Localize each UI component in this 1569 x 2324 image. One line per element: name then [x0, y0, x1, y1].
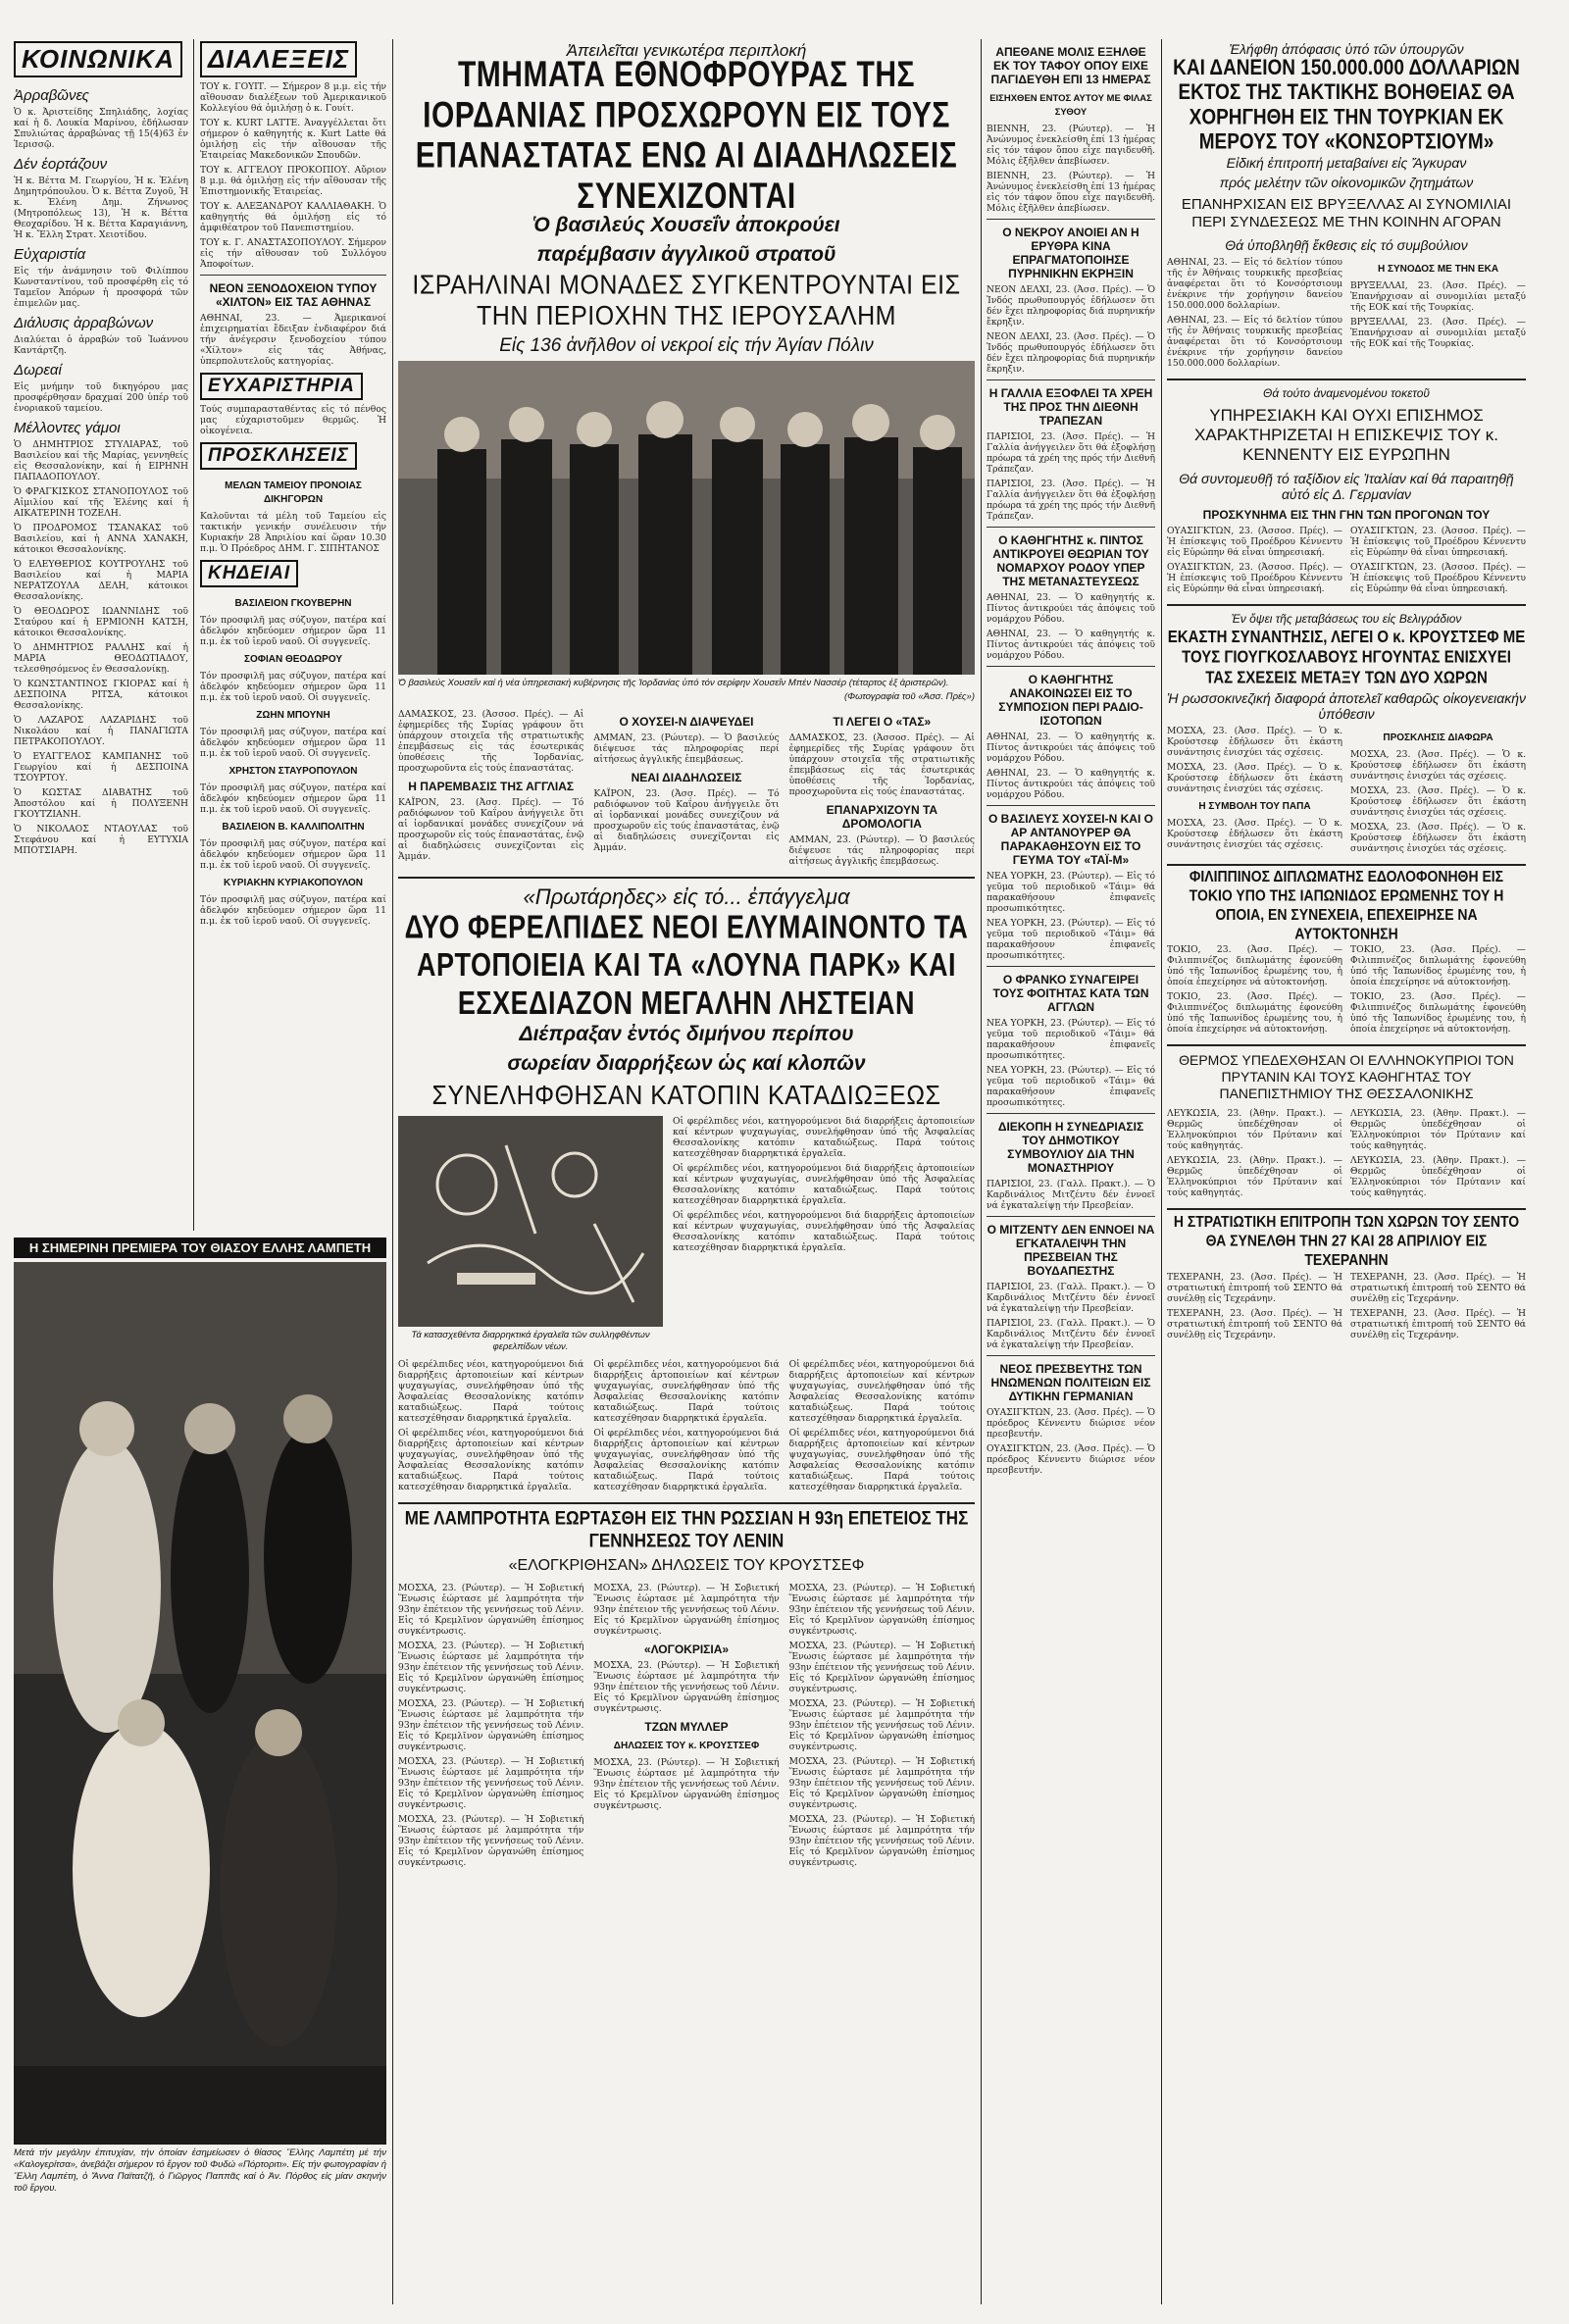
tokyo-body: ΤΟΚΙΟ, 23. (Ἀσσ. Πρές). — Φιλιππινέζος διπλωμάτης ἐφονεύθη ὑπό τῆς Ἰαπωνίδος ἐρωμένης του, ἡ ὁποία ἐπεχείρησε νά αὐτοκτονήσῃ.: [1350, 991, 1526, 1035]
eca-subhead: Η ΣΥΝΟΔΟΣ ΜΕ ΤΗΝ ΕΚΑ: [1377, 264, 1499, 275]
lecture-text: ΤΟΥ κ. Γ. ΑΝΑΣΤΑΣΟΠΟΥΛΟΥ. Σήμερον εἰς τήν αἴθουσαν τοῦ Συλλόγου Ἀποφοίτων.: [200, 237, 386, 270]
lead-headline-2: ΙΣΡΑΗΛΙΝΑΙ ΜΟΝΑΔΕΣ ΣΥΓΚΕΝΤΡΟΥΝΤΑΙ ΕΙΣ ΤΗΝ ΠΕΡΙΟΧΗΝ ΤΗΣ ΙΕΡΟΥΣΑΛΗΜ: [412, 270, 961, 331]
wedding-item: Ὁ ΔΗΜΗΤΡΙΟΣ ΡΑΛΛΗΣ καί ἡ ΜΑΡΙΑ ΘΕΟΔΩΤΙΑΔΟΥ, τελεσθησόμενος ἐν Θεσσαλονίκῃ.: [14, 642, 188, 675]
funeral-text: Τόν προσφιλῆ μας σύζυγον, πατέρα καί ἀδελφόν κηδεύομεν σήμερον ὥρα 11 π.μ. ἐκ τοῦ ἱεροῦ ναοῦ. Οἱ συγγενεῖς.: [200, 727, 386, 759]
social-section-title: ΚΟΙΝΩΝΙΚΑ: [14, 41, 182, 77]
lectures-column: [200, 39, 386, 1231]
news-headline: Ο ΦΡΑΝΚΟ ΣΥΝΑΓΕΙΡΕΙ ΤΟΥΣ ΦΟΙΤΗΤΑΣ ΚΑΤΑ ΤΩΝ ΑΓΓΛΩΝ: [992, 973, 1149, 1014]
wedding-item: Ὁ ΝΙΚΟΛΑΟΣ ΝΤΑΟΥΛΑΣ τοῦ Στεφάνου καί ἡ ΕΥΤΥΧΙΑ ΜΠΟΤΣΙΑΡΗ.: [14, 824, 188, 856]
khrushchev-note: Ἐν ὄψει τῆς μεταβάσεως του εἰς Βελιγράδιον: [1231, 612, 1462, 626]
news-text: ΑΘΗΝΑΙ, 23. — Ὁ καθηγητής κ. Πίντος ἀντικρούει τάς ἀπόψεις τοῦ νομάρχου Ρόδου.: [987, 592, 1155, 625]
donations-subhead: Δωρεαί: [14, 362, 62, 379]
khrushchev-deck: Ἡ ρωσσοκινεζική διαφορά ἀποτελεῖ καθαρῶς οἰκογενειακήν ὑπόθεσιν: [1167, 690, 1526, 722]
lead-photo-credit: (Φωτογραφία τοῦ «Ἀσσ. Πρές»): [843, 691, 975, 702]
news-text: ΠΑΡΙΣΙΟΙ, 23. (Γαλλ. Πρακτ.). — Ὁ Καρδινάλιος Μιτζέντυ δέν ἐννοεῖ νά ἐγκαταλείψῃ τήν Πρεσβείαν.: [987, 1282, 1155, 1314]
lecture-text: ΤΟΥ κ. ΑΛΕΞΑΝΔΡΟΥ ΚΑΛΛΙΑΘΑΚΗ. Ὁ καθηγητής θά ὁμιλήσῃ εἰς τό ἀμφιθέατρον τοῦ Πανεπιστημίου.: [200, 201, 386, 233]
lead-body: ΚΑΪΡΟΝ, 23. (Ἀσσ. Πρές). — Τό ραδιόφωνον τοῦ Καΐρου ἀνήγγειλε ὅτι αἱ ἰορδανικαί μονάδες συνεχίζουν νά προσχωροῦν εἰς τούς ἐπαναστάτας, ἐνῷ αἱ διαδηλώσεις συνεχίζονται εἰς Ἀμμάν.: [593, 788, 780, 853]
kennedy-body: ΟΥΑΣΙΓΚΤΩΝ, 23. (Ἀσσοσ. Πρές). — Ἡ ἐπίσκεψις τοῦ Προέδρου Κέννεντυ εἰς Εὐρώπην θά εἶναι ὑπηρεσιακή.: [1350, 526, 1526, 558]
funeral-name: ΧΡΗΣΤΟΝ ΣΤΑΥΡΟΠΟΥΛΟΝ: [228, 766, 358, 777]
lead-headline: ΤΜΗΜΑΤΑ ΕΘΝΟΦΡΟΥΡΑΣ ΤΗΣ ΙΟΡΔΑΝΙΑΣ ΠΡΟΣΧΩΡΟΥΝ ΕΙΣ ΤΟΥΣ ΕΠΑΝΑΣΤΑΤΑΣ ΕΝΩ ΑΙ ΔΙΑΔΗΛΩΣΕΙΣ ΣΥΝΕΧΙΖΟΝΤΑΙ: [415, 54, 958, 217]
khrushchev-body: ΜΟΣΧΑ, 23. (Ἀσσ. Πρές). — Ὁ κ. Κρούστσεφ ἐδήλωσεν ὅτι ἑκάστη συνάντησις ἐνισχύει τάς σχέσεις.: [1167, 762, 1342, 794]
lenin-body: ΜΟΣΧΑ, 23. (Ρώυτερ). — Ἡ Σοβιετική Ἕνωσις ἑώρτασε μέ λαμπρότητα τήν 93ην ἐπέτειον τῆς γεννήσεως τοῦ Λένιν. Εἰς τό Κρεμλῖνον ὡργανώθη ἐπίσημος συγκέντρωσις.: [398, 1814, 584, 1868]
burglary-tools-image: [398, 1116, 663, 1327]
premiere-caption: Μετά τήν μεγάλην ἐπιτυχίαν, τήν ὁποίαν ἐσημείωσεν ὁ θίασος Ἔλλης Λαμπέτη μέ τήν «Καλογερίτσα», ἀνεβάζει σήμερον τό ἔργον τοῦ Φυδώ «Πόρτοριτι». Εἰς τήν φωτογραφίαν ἡ Ἔλλη Λαμπέτη, ὁ Ἄννα Παϊτατζῆ, ὁ Γιῶργος Παππᾶς καί ὁ Ἀν. Πόρθος εἰς μίαν σκηνήν τοῦ ἔργου.: [14, 2147, 386, 2194]
news-text: ΟΥΑΣΙΓΚΤΩΝ, 23. (Ἀσσ. Πρές). — Ὁ πρόεδρος Κέννεντυ διώρισε νέον πρεσβευτήν.: [987, 1407, 1155, 1440]
tokyo-body: ΤΟΚΙΟ, 23. (Ἀσσ. Πρές). — Φιλιππινέζος διπλωμάτης ἐφονεύθη ὑπό τῆς Ἰαπωνίδος ἐρωμένης του, ἡ ὁποία ἐπεχείρησε νά αὐτοκτονήσῃ.: [1167, 991, 1342, 1035]
news-headline: ΑΠΕΘΑΝΕ ΜΟΛΙΣ ΕΞΗΛΘΕ ΕΚ ΤΟΥ ΤΑΦΟΥ ΟΠΟΥ ΕΙΧΕ ΠΑΓΙΔΕΥΘΗ ΕΠΙ 13 ΗΜΕΡΑΣ: [990, 45, 1151, 86]
crime-body: Οἱ φερέλπιδες νέοι, κατηγορούμενοι διά διαρρήξεις ἀρτοποιείων καί κέντρων ψυχαγωγίας, συνελήφθησαν ὑπό τῆς Ἀσφαλείας Θεσσαλονίκης κατόπιν καταδιώξεως. Παρά τούτοις κατεσχέθησαν διαρρηκτικά ἐργαλεῖα.: [673, 1163, 975, 1206]
donations-text: Εἰς μνήμην τοῦ δικηγόρου μας προσφέρθησαν δραχμαί 200 ὑπέρ τοῦ ἐνοριακοῦ ταμείου.: [14, 381, 188, 414]
lead-body: ΑΜΜΑΝ, 23. (Ρώυτερ). — Ὁ βασιλεύς διέψευσε τάς πληροφορίας περί αἰτήσεως ἀγγλικῆς ἐπεμβάσεως.: [788, 834, 975, 867]
news-headline: Ο ΚΑΘΗΓΗΤΗΣ ΑΝΑΚΟΙΝΩΣΕΙ ΕΙΣ ΤΟ ΣΥΜΠΟΣΙΟΝ ΠΕΡΙ ΡΑΔΙΟ-ΙΣΟΤΟΠΩΝ: [998, 673, 1143, 728]
thanks-subhead: Εὐχαριστία: [14, 246, 86, 263]
news-text: ΑΘΗΝΑΙ, 23. — Ὁ καθηγητής κ. Πίντος ἀντικρούει τάς ἀπόψεις τοῦ νομάρχου Ρόδου.: [987, 629, 1155, 661]
lectures-section-title: ΔΙΑΛΕΞΕΙΣ: [200, 41, 357, 77]
hotel-text: ΑΘΗΝΑΙ, 23. — Ἀμερικανοί ἐπιχειρηματίαι ἔδειξαν ἐνδιαφέρον διά τήν ἀνέγερσιν ξενοδοχείου τύπου «Χίλτον» εἰς τάς Ἀθήνας, ὑπερπολυτελοῦς κατηγορίας.: [200, 313, 386, 367]
lenin-subhead: ΔΗΛΩΣΕΙΣ ΤΟΥ κ. ΚΡΟΥΣΤΣΕΦ: [613, 1741, 760, 1751]
premiere-photo: [14, 1262, 386, 2145]
cyprus-headline: ΘΕΡΜΟΣ ΥΠΕΔΕΧΘΗΣΑΝ ΟΙ ΕΛΛΗΝΟΚΥΠΡΙΟΙ ΤΟΝ ΠΡΥΤΑΝΙΝ ΚΑΙ ΤΟΥΣ ΚΑΘΗΓΗΤΑΣ ΤΟΥ ΠΑΝΕΠΙΣΤΗΜΙΟΥ ΤΗΣ ΘΕΣΣΑΛΟΝΙΚΗΣ: [1179, 1052, 1514, 1101]
funeral-text: Τόν προσφιλῆ μας σύζυγον, πατέρα καί ἀδελφόν κηδεύομεν σήμερον ὥρα 11 π.μ. ἐκ τοῦ ἱεροῦ ναοῦ. Οἱ συγγενεῖς.: [200, 783, 386, 815]
news-headline: Ο ΚΑΘΗΓΗΤΗΣ κ. ΠΙΝΤΟΣ ΑΝΤΙΚΡΟΥΕΙ ΘΕΩΡΙΑΝ ΤΟΥ ΝΟΜΑΡΧΟΥ ΡΟΔΟΥ ΥΠΕΡ ΤΗΣ ΜΕΤΑΝΑΣΤΕΥΣΕΩΣ: [992, 533, 1149, 588]
not-celebrating-subhead: Δέν ἑορτάζουν: [14, 156, 108, 173]
crime-kicker: «Πρωτάρηδες» εἰς τό... ἐπάγγελμα: [523, 884, 850, 909]
lead-deck-3: Εἰς 136 ἀνῆλθον οἱ νεκροί εἰς τήν Ἀγίαν Πόλιν: [499, 335, 874, 356]
lenin-body: ΜΟΣΧΑ, 23. (Ρώυτερ). — Ἡ Σοβιετική Ἕνωσις ἑώρτασε μέ λαμπρότητα τήν 93ην ἐπέτειον τῆς γεννήσεως τοῦ Λένιν. Εἰς τό Κρεμλῖνον ὡργανώθη ἐπίσημος συγκέντρωσις.: [593, 1757, 780, 1811]
tokyo-headline: ΦΙΛΙΠΠΙΝΟΣ ΔΙΠΛΩΜΑΤΗΣ ΕΔΟΛΟΦΟΝΗΘΗ ΕΙΣ ΤΟΚΙΟ ΥΠΟ ΤΗΣ ΙΑΠΩΝΙΔΟΣ ΕΡΩΜΕΝΗΣ ΤΟΥ Η ΟΠΟΙΑ, ΕΝ ΣΥΝΕΧΕΙΑ, ΕΠΕΧΕΙΡΗΣΕ ΝΑ ΑΥΤΟΚΤΟΝΗΣΗ: [1189, 866, 1504, 942]
khrushchev-body: ΜΟΣΧΑ, 23. (Ἀσσ. Πρές). — Ὁ κ. Κρούστσεφ ἐδήλωσεν ὅτι ἑκάστη συνάντησις ἐνισχύει τάς σχέσεις.: [1350, 822, 1526, 854]
news-text: ΝΕΟΝ ΔΕΛΧΙ, 23. (Ἀσσ. Πρές). — Ὁ Ἰνδός πρωθυπουργός ἐδήλωσεν ὅτι δέν ἔχει πληροφορίας διά πυρηνικήν ἔκρηξιν.: [987, 284, 1155, 328]
funeral-name: ΒΑΣΙΛΕΙΟΝ Β. ΚΑΛΛΙΠΟΛΙΤΗΝ: [222, 822, 365, 833]
crime-body: Οἱ φερέλπιδες νέοι, κατηγορούμενοι διά διαρρήξεις ἀρτοποιείων καί κέντρων ψυχαγωγίας, συνελήφθησαν ὑπό τῆς Ἀσφαλείας Θεσσαλονίκης κατόπιν καταδιώξεως. Παρά τούτοις κατεσχέθησαν διαρρηκτικά ἐργαλεῖα.: [788, 1359, 975, 1424]
kennedy-headline: ΥΠΗΡΕΣΙΑΚΗ ΚΑΙ ΟΥΧΙ ΕΠΙΣΗΜΟΣ ΧΑΡΑΚΤΗΡΙΖΕΤΑΙ Η ΕΠΙΣΚΕΨΙΣ ΤΟΥ κ. ΚΕΝΝΕΝΤΥ ΕΙΣ ΕΥΡΩΠΗΝ: [1194, 406, 1498, 464]
news-text: ΟΥΑΣΙΓΚΤΩΝ, 23. (Ἀσσ. Πρές). — Ὁ πρόεδρος Κέννεντυ διώρισε νέον πρεσβευτήν.: [987, 1443, 1155, 1476]
wedding-item: Ὁ ΛΑΖΑΡΟΣ ΛΑΖΑΡΙΔΗΣ τοῦ Νικολάου καί ἡ ΠΑΝΑΓΙΩΤΑ ΠΕΤΡΑΚΟΠΟΥΛΟΥ.: [14, 715, 188, 747]
engagements-text: Ὁ κ. Ἀριστείδης Σπηλιάδης, λοχίας καί ἡ δ. Λουκία Μαρίνου, ἐδήλωσαν Σπυλιώτας ἀρραβώνας τῇ 15(4)63 ἐν Ἱερισσῷ.: [14, 107, 188, 150]
funeral-name: ΖΩΗΝ ΜΠΟΥΝΗ: [256, 710, 330, 721]
news-text: ΝΕΑ ΥΟΡΚΗ, 23. (Ρώυτερ). — Εἰς τό γεῦμα τοῦ περιοδικοῦ «Τάιμ» θά παρακαθήσουν ἐπιφανεῖς προσωπικότητες.: [987, 1018, 1155, 1061]
kennedy-body: ΟΥΑΣΙΓΚΤΩΝ, 23. (Ἀσσοσ. Πρές). — Ἡ ἐπίσκεψις τοῦ Προέδρου Κέννεντυ εἰς Εὐρώπην θά εἶναι ὑπηρεσιακή.: [1350, 562, 1526, 594]
crime-body: Οἱ φερέλπιδες νέοι, κατηγορούμενοι διά διαρρήξεις ἀρτοποιείων καί κέντρων ψυχαγωγίας, συνελήφθησαν ὑπό τῆς Ἀσφαλείας Θεσσαλονίκης κατόπιν καταδιώξεως. Παρά τούτοις κατεσχέθησαν διαρρηκτικά ἐργαλεῖα.: [788, 1428, 975, 1492]
premiere-banner: Η ΣΗΜΕΡΙΝΗ ΠΡΕΜΙΕΡΑ ΤΟΥ ΘΙΑΣΟΥ ΕΛΛΗΣ ΛΑΜΠΕΤΗ: [14, 1238, 386, 1258]
news-headline: ΔΙΕΚΟΠΗ Η ΣΥΝΕΔΡΙΑΣΙΣ ΤΟΥ ΔΗΜΟΤΙΚΟΥ ΣΥΜΒΟΥΛΙΟΥ ΔΙΑ ΤΗΝ ΜΟΝΑΣΤΗΡΙΟΥ: [997, 1120, 1144, 1175]
funeral-text: Τόν προσφιλῆ μας σύζυγον, πατέρα καί ἀδελφόν κηδεύομεν σήμερον ὥρα 11 π.μ. ἐκ τοῦ ἱεροῦ ναοῦ. Οἱ συγγενεῖς.: [200, 615, 386, 647]
turkey-kicker: Ἐλήφθη ἀπόφασις ὑπό τῶν ὑπουργῶν: [1229, 41, 1464, 57]
cento-body: ΤΕΧΕΡΑΝΗ, 23. (Ἀσσ. Πρές). — Ἡ στρατιωτική ἐπιτροπή τοῦ ΣΕΝΤΟ θά συνέλθῃ εἰς Τεχεράνην.: [1350, 1308, 1526, 1340]
funeral-text: Τόν προσφιλῆ μας σύζυγον, πατέρα καί ἀδελφόν κηδεύομεν σήμερον ὥρα 11 π.μ. ἐκ τοῦ ἱεροῦ ναοῦ. Οἱ συγγενεῖς.: [200, 894, 386, 927]
brussels-body: ΒΡΥΞΕΛΛΑΙ, 23. (Ἀσσ. Πρές). — Ἐπανήρχισαν αἱ συνομιλίαι μεταξύ τῆς ΕΟΚ καί τῆς Τουρκίας.: [1350, 280, 1526, 313]
cento-body: ΤΕΧΕΡΑΝΗ, 23. (Ἀσσ. Πρές). — Ἡ στρατιωτική ἐπιτροπή τοῦ ΣΕΝΤΟ θά συνέλθῃ εἰς Τεχεράνην.: [1350, 1272, 1526, 1304]
lead-photo: [398, 361, 975, 675]
lead-body: ΑΜΜΑΝ, 23. (Ρώυτερ). — Ὁ βασιλεύς διέψευσε τάς πληροφορίας περί αἰτήσεως ἀγγλικῆς ἐπεμβάσεως.: [593, 733, 780, 765]
crime-body: Οἱ φερέλπιδες νέοι, κατηγορούμενοι διά διαρρήξεις ἀρτοποιείων καί κέντρων ψυχαγωγίας, συνελήφθησαν ὑπό τῆς Ἀσφαλείας Θεσσαλονίκης κατόπιν καταδιώξεως. Παρά τούτοις κατεσχέθησαν διαρρηκτικά ἐργαλεῖα.: [398, 1428, 584, 1492]
lead-subhead: Η ΠΑΡΕΜΒΑΣΙΣ ΤΗΣ ΑΓΓΛΙΑΣ: [408, 780, 575, 793]
invitation-subtitle: ΜΕΛΩΝ ΤΑΜΕΙΟΥ ΠΡΟΝΟΙΑΣ ΔΙΚΗΓΟΡΩΝ: [225, 480, 362, 505]
khrushchev-body: ΜΟΣΧΑ, 23. (Ἀσσ. Πρές). — Ὁ κ. Κρούστσεφ ἐδήλωσεν ὅτι ἑκάστη συνάντησις ἐνισχύει τάς σχέσεις.: [1350, 785, 1526, 818]
news-headline: Ο ΝΕΚΡΟΥ ΑΝΟΙΕΙ ΑΝ Η ΕΡΥΘΡΑ ΚΙΝΑ ΕΠΡΑΓΜΑΤΟΠΟΙΗΣΕ ΠΥΡΗΝΙΚΗΝ ΕΚΡΗΞΙΝ: [1002, 226, 1139, 280]
cabinet-group-image: [398, 361, 975, 675]
news-text: ΠΑΡΙΣΙΟΙ, 23. (Γαλλ. Πρακτ.). — Ὁ Καρδινάλιος Μιτζέντυ δέν ἐννοεῖ νά ἐγκαταλείψῃ τήν Πρεσβείαν.: [987, 1318, 1155, 1350]
funeral-name: ΣΟΦΙΑΝ ΘΕΟΔΩΡΟΥ: [244, 654, 342, 665]
turkey-deck-2: πρός μελέτην τῶν οἰκονομικῶν ζητημάτων: [1219, 175, 1474, 190]
turkey-body: ΑΘΗΝΑΙ, 23. — Εἰς τό δελτίον τύπου τῆς ἐν Ἀθήναις τουρκικῆς πρεσβείας ἀναφέρεται ὅτι τό Κονσόρτσιουμ ἐνέκρινε τήν χορήγησιν δανείου 150.000.000 δολλαρίων.: [1167, 257, 1342, 311]
news-text: ΠΑΡΙΣΙΟΙ, 23. (Ἀσσ. Πρές). — Ἡ Γαλλία ἀνήγγειλεν ὅτι θά ἐξοφλήσῃ πρόωρα τά χρέη της πρός τήν Διεθνῆ Τράπεζαν.: [987, 479, 1155, 522]
lenin-body: ΜΟΣΧΑ, 23. (Ρώυτερ). — Ἡ Σοβιετική Ἕνωσις ἑώρτασε μέ λαμπρότητα τήν 93ην ἐπέτειον τῆς γεννήσεως τοῦ Λένιν. Εἰς τό Κρεμλῖνον ὡργανώθη ἐπίσημος συγκέντρωσις.: [593, 1660, 780, 1714]
funeral-text: Τόν προσφιλῆ μας σύζυγον, πατέρα καί ἀδελφόν κηδεύομεν σήμερον ὥρα 11 π.μ. ἐκ τοῦ ἱεροῦ ναοῦ. Οἱ συγγενεῖς.: [200, 838, 386, 871]
wedding-item: Ὁ ΔΗΜΗΤΡΙΟΣ ΣΤΥΛΙΑΡΑΣ, τοῦ Βασιλείου καί τῆς Μαρίας, γεννηθείς εἰς Θεσσαλονίκην, καί ἡ ΕΙΡΗΝΗ ΠΑΠΑΔΟΠΟΥΛΟΥ.: [14, 439, 188, 482]
lenin-body: ΜΟΣΧΑ, 23. (Ρώυτερ). — Ἡ Σοβιετική Ἕνωσις ἑώρτασε μέ λαμπρότητα τήν 93ην ἐπέτειον τῆς γεννήσεως τοῦ Λένιν. Εἰς τό Κρεμλῖνον ὡργανώθη ἐπίσημος συγκέντρωσις.: [788, 1583, 975, 1637]
lead-photo-caption: Ὁ βασιλεύς Χουσεΐν καί ἡ νέα ὑπηρεσιακή κυβέρνησις τῆς Ἰορδανίας ὑπό τόν σερίφην Χουσεΐν Μπέν Νασσέρ (τέταρτος ἐξ ἀριστερῶν).: [398, 678, 949, 688]
weddings-subhead: Μέλλοντες γάμοι: [14, 420, 121, 436]
khrushchev-headline: ΕΚΑΣΤΗ ΣΥΝΑΝΤΗΣΙΣ, ΛΕΓΕΙ Ο κ. ΚΡΟΥΣΤΣΕΦ ΜΕ ΤΟΥΣ ΓΙΟΥΓΚΟΣΛΑΒΟΥΣ ΗΓΟΥΝΤΑΣ ΕΝΙΣΧΥΕΙ ΤΑΣ ΣΧΕΣΕΙΣ ΜΕΤΑΞΥ ΤΩΝ ΔΥΟ ΧΩΡΩΝ: [1167, 627, 1526, 687]
lenin-body: ΜΟΣΧΑ, 23. (Ρώυτερ). — Ἡ Σοβιετική Ἕνωσις ἑώρτασε μέ λαμπρότητα τήν 93ην ἐπέτειον τῆς γεννήσεως τοῦ Λένιν. Εἰς τό Κρεμλῖνον ὡργανώθη ἐπίσημος συγκέντρωσις.: [398, 1641, 584, 1694]
lecture-text: ΤΟΥ κ. ΓΟΥΙΤ. — Σήμερον 8 μ.μ. εἰς τήν αἴθουσαν διαλέξεων τοῦ Ἀμερικανικοῦ Κολλεγίου θά ὁμιλήσῃ ὁ κ. Γουίτ.: [200, 81, 386, 114]
thanks-text: Εἰς τήν ἀνάμνησιν τοῦ Φιλίππου Κωνσταντίνου, τοῦ προσφέρθη εἰς τό Ταμεῖον Ἀπόρων ἡ προσφορά τῶν ἐπιμελῶν μας.: [14, 266, 188, 309]
news-column: [987, 39, 1155, 2304]
turkey-body: ΑΘΗΝΑΙ, 23. — Εἰς τό δελτίον τύπου τῆς ἐν Ἀθήναις τουρκικῆς πρεσβείας ἀναφέρεται ὅτι τό Κονσόρτσιουμ ἐνέκρινε τήν χορήγησιν δανείου 150.000.000 δολλαρίων.: [1167, 315, 1342, 369]
lenin-body: ΜΟΣΧΑ, 23. (Ρώυτερ). — Ἡ Σοβιετική Ἕνωσις ἑώρτασε μέ λαμπρότητα τήν 93ην ἐπέτειον τῆς γεννήσεως τοῦ Λένιν. Εἰς τό Κρεμλῖνον ὡργανώθη ἐπίσημος συγκέντρωσις.: [593, 1583, 780, 1637]
invitation-subhead: ΠΡΟΣΚΛΗΣΙΣ ΔΙΑΦΩΡΑ: [1383, 733, 1493, 743]
turkey-headline: ΚΑΙ ΔΑΝΕΙΟΝ 150.000.000 ΔΟΛΛΑΡΙΩΝ ΕΚΤΟΣ ΤΗΣ ΤΑΚΤΙΚΗΣ ΒΟΗΘΕΙΑΣ ΘΑ ΧΟΡΗΓΗΘΗ ΕΙΣ ΤΗΝ ΤΟΥΡΚΙΑΝ ΕΚ ΜΕΡΟΥΣ ΤΟΥ «ΚΟΝΣΟΡΤΣΙΟΥΜ»: [1173, 56, 1520, 155]
crime-deck-1: Διέπραξαν ἐντός διμήνου περίπου: [519, 1023, 854, 1045]
crime-deck-2: σωρείαν διαρρήξεων ὡς καί κλοπῶν: [507, 1052, 866, 1075]
invitations-section-title: ΠΡΟΣΚΛΗΣΕΙΣ: [200, 442, 357, 470]
news-text: ΝΕΑ ΥΟΡΚΗ, 23. (Ρώυτερ). — Εἰς τό γεῦμα τοῦ περιοδικοῦ «Τάιμ» θά παρακαθήσουν ἐπιφανεῖς προσωπικότητες.: [987, 871, 1155, 914]
lenin-body: ΜΟΣΧΑ, 23. (Ρώυτερ). — Ἡ Σοβιετική Ἕνωσις ἑώρτασε μέ λαμπρότητα τήν 93ην ἐπέτειον τῆς γεννήσεως τοῦ Λένιν. Εἰς τό Κρεμλῖνον ὡργανώθη ἐπίσημος συγκέντρωσις.: [398, 1698, 584, 1752]
crime-body: Οἱ φερέλπιδες νέοι, κατηγορούμενοι διά διαρρήξεις ἀρτοποιείων καί κέντρων ψυχαγωγίας, συνελήφθησαν ὑπό τῆς Ἀσφαλείας Θεσσαλονίκης κατόπιν καταδιώξεως. Παρά τούτοις κατεσχέθησαν διαρρηκτικά ἐργαλεῖα.: [593, 1359, 780, 1424]
lenin-subheadline: «ΕΛΟΓΚΡΙΘΗΣΑΝ» ΔΗΛΩΣΕΙΣ ΤΟΥ ΚΡΟΥΣΤΣΕΦ: [508, 1557, 865, 1574]
crime-body: Οἱ φερέλπιδες νέοι, κατηγορούμενοι διά διαρρήξεις ἀρτοποιείων καί κέντρων ψυχαγωγίας, συνελήφθησαν ὑπό τῆς Ἀσφαλείας Θεσσαλονίκης κατόπιν καταδιώξεως. Παρά τούτοις κατεσχέθησαν διαρρηκτικά ἐργαλεῖα.: [593, 1428, 780, 1492]
news-subheadline: ΕΙΣΗΧΘΕΝ ΕΝΤΟΣ ΑΥΤΟΥ ΜΕ ΦΙΛΑΣ ΣΥΘΟΥ: [989, 93, 1152, 118]
lead-deck-1: Ὁ βασιλεύς Χουσεΐν ἀποκρούει: [532, 214, 840, 236]
lenin-body: ΜΟΣΧΑ, 23. (Ρώυτερ). — Ἡ Σοβιετική Ἕνωσις ἑώρτασε μέ λαμπρότητα τήν 93ην ἐπέτειον τῆς γεννήσεως τοῦ Λένιν. Εἰς τό Κρεμλῖνον ὡργανώθη ἐπίσημος συγκέντρωσις.: [788, 1814, 975, 1868]
wedding-item: Ὁ ΕΥΑΓΓΕΛΟΣ ΚΑΜΠΑΝΗΣ τοῦ Γεωργίου καί ἡ ΔΕΣΠΟΙΝΑ ΤΣΟΥΡΤΟΥ.: [14, 751, 188, 783]
brussels-body: ΒΡΥΞΕΛΛΑΙ, 23. (Ἀσσ. Πρές). — Ἐπανήρχισαν αἱ συνομιλίαι μεταξύ τῆς ΕΟΚ καί τῆς Τουρκίας.: [1350, 317, 1526, 349]
lenin-body: ΜΟΣΧΑ, 23. (Ρώυτερ). — Ἡ Σοβιετική Ἕνωσις ἑώρτασε μέ λαμπρότητα τήν 93ην ἐπέτειον τῆς γεννήσεως τοῦ Λένιν. Εἰς τό Κρεμλῖνον ὡργανώθη ἐπίσημος συγκέντρωσις.: [788, 1698, 975, 1752]
funeral-text: Τόν προσφιλῆ μας σύζυγον, πατέρα καί ἀδελφόν κηδεύομεν σήμερον ὥρα 11 π.μ. ἐκ τοῦ ἱεροῦ ναοῦ. Οἱ συγγενεῖς.: [200, 671, 386, 703]
kennedy-subhead: ΠΡΟΣΚΥΝΗΜΑ ΕΙΣ ΤΗΝ ΓΗΝ ΤΩΝ ΠΡΟΓΟΝΩΝ ΤΟΥ: [1202, 508, 1491, 522]
lead-body: ΚΑΪΡΟΝ, 23. (Ἀσσ. Πρές). — Τό ραδιόφωνον τοῦ Καΐρου ἀνήγγειλε ὅτι αἱ ἰορδανικαί μονάδες συνεχίζουν νά προσχωροῦν εἰς τούς ἐπαναστάτας, ἐνῷ αἱ διαδηλώσεις συνεχίζονται εἰς Ἀμμάν.: [398, 797, 584, 862]
funerals-section-title: ΚΗΔΕΙΑΙ: [200, 560, 298, 587]
cento-headline: Η ΣΤΡΑΤΙΩΤΙΚΗ ΕΠΙΤΡΟΠΗ ΤΩΝ ΧΩΡΩΝ ΤΟΥ ΣΕΝΤΟ ΘΑ ΣΥΝΕΛΘΗ ΤΗΝ 27 ΚΑΙ 28 ΑΠΡΙΛΙΟΥ ΕΙΣ ΤΕΧΕΡΑΝΗΝ: [1173, 1212, 1520, 1269]
lecture-text: ΤΟΥ κ. ΑΓΓΕΛΟΥ ΠΡΟΚΟΠΙΟΥ. Αὔριον 8 μ.μ. θά ὁμιλήσῃ εἰς τήν αἴθουσαν τῆς Ἐπιστημονικῆς Ἑταιρείας.: [200, 165, 386, 197]
wedding-item: Ὁ ΚΩΝΣΤΑΝΤΙΝΟΣ ΓΚΙΟΡΑΣ καί ἡ ΔΕΣΠΟΙΝΑ ΡΙΤΣΑ, κάτοικοι Θεσσαλονίκης.: [14, 679, 188, 711]
not-celebrating-text: Ἡ κ. Βέττα Μ. Γεωργίου, Ἡ κ. Ἐλένη Δημητρόπουλου. Ὁ κ. Βέττα Ζυγοῦ, Ἡ κ. Ἑλένη Δημ. Ζήνωνος (Μητροπόλεως 13), Ἡ κ. Βέττα Θεοχαρίδου. Ἡ κ. Βέττα Καραγιάννη, Ἡ κ. Ἔλλη Στρατ. Χειοτίδου.: [14, 176, 188, 240]
lenin-body: ΜΟΣΧΑ, 23. (Ρώυτερ). — Ἡ Σοβιετική Ἕνωσις ἑώρτασε μέ λαμπρότητα τήν 93ην ἐπέτειον τῆς γεννήσεως τοῦ Λένιν. Εἰς τό Κρεμλῖνον ὡργανώθη ἐπίσημος συγκέντρωσις.: [788, 1641, 975, 1694]
news-text: ΑΘΗΝΑΙ, 23. — Ὁ καθηγητής κ. Πίντος ἀντικρούει τάς ἀπόψεις τοῦ νομάρχου Ρόδου.: [987, 732, 1155, 764]
lenin-body: ΜΟΣΧΑ, 23. (Ρώυτερ). — Ἡ Σοβιετική Ἕνωσις ἑώρτασε μέ λαμπρότητα τήν 93ην ἐπέτειον τῆς γεννήσεως τοῦ Λένιν. Εἰς τό Κρεμλῖνον ὡργανώθη ἐπίσημος συγκέντρωσις.: [788, 1756, 975, 1810]
wedding-item: Ὁ ΚΩΣΤΑΣ ΔΙΑΒΑΤΗΣ τοῦ Ἀποστόλου καί ἡ ΠΟΛΥΞΕΝΗ ΓΚΟΥΤΖΙΑΝΗ.: [14, 787, 188, 820]
news-headline: Η ΓΑΛΛΙΑ ΕΞΟΦΛΕΙ ΤΑ ΧΡΕΗ ΤΗΣ ΠΡΟΣ ΤΗΝ ΔΙΕΘΝΗ ΤΡΑΠΕΖΑΝ: [988, 386, 1153, 428]
column-rule: [392, 39, 393, 2304]
tokyo-body: ΤΟΚΙΟ, 23. (Ἀσσ. Πρές). — Φιλιππινέζος διπλωμάτης ἐφονεύθη ὑπό τῆς Ἰαπωνίδος ἐρωμένης του, ἡ ὁποία ἐπεχείρησε νά αὐτοκτονήσῃ.: [1350, 944, 1526, 987]
wedding-item: Ὁ ΠΡΟΔΡΟΜΟΣ ΤΣΑΝΑΚΑΣ τοῦ Βασιλείου, καί ἡ ΑΝΝΑ ΧΑΝΑΚΗ, κάτοικοι Θεσσαλονίκης.: [14, 523, 188, 555]
news-text: ΠΑΡΙΣΙΟΙ, 23. (Ἀσσ. Πρές). — Ἡ Γαλλία ἀνήγγειλεν ὅτι θά ἐξοφλήσῃ πρόωρα τά χρέη της πρός τήν Διεθνῆ Τράπεζαν.: [987, 431, 1155, 475]
lead-subhead: ΤΙ ΛΕΓΕΙ Ο «ΤΑΣ»: [833, 715, 932, 729]
khrushchev-body: ΜΟΣΧΑ, 23. (Ἀσσ. Πρές). — Ὁ κ. Κρούστσεφ ἐδήλωσεν ὅτι ἑκάστη συνάντησις ἐνισχύει τάς σχέσεις.: [1350, 749, 1526, 782]
lead-deck-2: παρέμβασιν ἀγγλικοῦ στρατοῦ: [536, 243, 836, 266]
wedding-item: Ὁ ΕΛΕΥΘΕΡΙΟΣ ΚΟΥΤΡΟΥΛΗΣ τοῦ Βασιλείου καί ἡ ΜΑΡΙΑ ΝΕΡΑΤΖΟΥΛΑ ΔΕΛΗ, κάτοικοι Θεσσαλονίκης.: [14, 559, 188, 602]
cyprus-body: ΛΕΥΚΩΣΙΑ, 23. (Ἀθην. Πρακτ.). — Θερμῶς ὑπεδέχθησαν οἱ Ἑλληνοκύπριοι τόν Πρύτανιν καί τούς καθηγητάς.: [1350, 1108, 1526, 1151]
news-text: ΒΙΕΝΝΗ, 23. (Ρώυτερ). — Ἡ Ἀνώνυμος ἐνεκλείσθη ἐπί 13 ἡμέρας εἰς τόν τάφον ὅπου εἶχε παγιδευθῆ. Μόλις ἐξῆλθεν ἀπεβίωσεν.: [987, 124, 1155, 167]
cyprus-body: ΛΕΥΚΩΣΙΑ, 23. (Ἀθην. Πρακτ.). — Θερμῶς ὑπεδέχθησαν οἱ Ἑλληνοκύπριοι τόν Πρύτανιν καί τούς καθηγητάς.: [1350, 1155, 1526, 1198]
wedding-item: Ὁ ΘΕΟΔΩΡΟΣ ΙΩΑΝΝΙΔΗΣ τοῦ Σταύρου καί ἡ ΕΡΜΙΟΝΗ ΚΑΤΣΗ, κάτοικοι Θεσσαλονίκης.: [14, 606, 188, 638]
theatre-scene-image: [14, 1262, 386, 2145]
tools-photo: [398, 1116, 663, 1327]
lead-subhead: ΝΕΑΙ ΔΙΑΔΗΛΩΣΕΙΣ: [631, 771, 742, 784]
newspaper-page: [14, 39, 1569, 2304]
news-text: ΝΕΟΝ ΔΕΛΧΙ, 23. (Ἀσσ. Πρές). — Ὁ Ἰνδός πρωθυπουργός ἐδήλωσεν ὅτι δέν ἔχει πληροφορίας διά πυρηνικήν ἔκρηξιν.: [987, 331, 1155, 375]
khrushchev-body: ΜΟΣΧΑ, 23. (Ἀσσ. Πρές). — Ὁ κ. Κρούστσεφ ἐδήλωσεν ὅτι ἑκάστη συνάντησις ἐνισχύει τάς σχέσεις.: [1167, 726, 1342, 758]
hotel-headline: ΝΕΟΝ ΞΕΝΟΔΟΧΕΙΟΝ ΤΥΠΟΥ «ΧΙΛΤΟΝ» ΕΙΣ ΤΑΣ ΑΘΗΝΑΣ: [209, 281, 378, 309]
wedding-item: Ὁ ΦΡΑΓΚΙΣΚΟΣ ΣΤΑΝΟΠΟΥΛΟΣ τοῦ Αἰμιλίου καί τῆς Ἐλένης καί ἡ ΑΙΚΑΤΕΡΙΝΗ ΤΟΖΕΛΗ.: [14, 486, 188, 519]
tools-caption: Τά κατασχεθέντα διαρρηκτικά ἐργαλεῖα τῶν συλληφθέντων φερελπίδων νέων.: [411, 1330, 650, 1352]
broken-engagement-subhead: Διάλυσις ἀρραβώνων: [14, 315, 154, 331]
funeral-name: ΚΥΡΙΑΚΗΝ ΚΥΡΙΑΚΟΠΟΥΛΟΝ: [224, 878, 363, 888]
column-rule: [1161, 39, 1162, 2304]
kennedy-note: Θά τούτο ἀναμενομένου τοκετοῦ: [1263, 386, 1430, 400]
lenin-subhead: «ΛΟΓΟΚΡΙΣΙΑ»: [643, 1642, 730, 1656]
lecture-text: ΤΟΥ κ. KURT LATTE. Ἀναγγέλλεται ὅτι σήμερον ὁ καθηγητής κ. Kurt Latte θά ὁμιλήσῃ εἰς τήν αἴθουσαν τῆς Ἑταιρείας Μακεδονικῶν Σπουδῶν.: [200, 118, 386, 161]
brussels-headline: ΕΠΑΝΗΡΧΙΣΑΝ ΕΙΣ ΒΡΥΞΕΛΛΑΣ ΑΙ ΣΥΝΟΜΙΛΙΑΙ ΠΕΡΙ ΣΥΝΔΕΣΕΩΣ ΜΕ ΤΗΝ ΚΟΙΝΗΝ ΑΓΟΡΑΝ: [1181, 196, 1512, 230]
kennedy-deck: Θά συντομευθῇ τό ταξίδιον εἰς Ἰταλίαν καί θά παραιτηθῇ αὐτό εἰς Δ. Γερμανίαν: [1179, 471, 1514, 502]
news-headline: Ο ΜΙΤΖΕΝΤΥ ΔΕΝ ΕΝΝΟΕΙ ΝΑ ΕΓΚΑΤΑΛΕΙΨΗ ΤΗΝ ΠΡΕΣΒΕΙΑΝ ΤΗΣ ΒΟΥΔΑΠΕΣΤΗΣ: [987, 1223, 1155, 1278]
crime-body: Οἱ φερέλπιδες νέοι, κατηγορούμενοι διά διαρρήξεις ἀρτοποιείων καί κέντρων ψυχαγωγίας, συνελήφθησαν ὑπό τῆς Ἀσφαλείας Θεσσαλονίκης κατόπιν καταδιώξεως. Παρά τούτοις κατεσχέθησαν διαρρηκτικά ἐργαλεῖα.: [673, 1116, 975, 1159]
news-text: ΒΙΕΝΝΗ, 23. (Ρώυτερ). — Ἡ Ἀνώνυμος ἐνεκλείσθη ἐπί 13 ἡμέρας εἰς τόν τάφον ὅπου εἶχε παγιδευθῆ. Μόλις ἐξῆλθεν ἀπεβίωσεν.: [987, 171, 1155, 214]
broken-engagement-text: Διαλύεται ὁ ἀρραβών τοῦ Ἰωάννου Καντάρτζη.: [14, 334, 188, 356]
cyprus-body: ΛΕΥΚΩΣΙΑ, 23. (Ἀθην. Πρακτ.). — Θερμῶς ὑπεδέχθησαν οἱ Ἑλληνοκύπριοι τόν Πρύτανιν καί τούς καθηγητάς.: [1167, 1155, 1342, 1198]
lead-subhead: Ο ΧΟΥΣΕΙ-Ν ΔΙΑΨΕΥΔΕΙ: [619, 715, 754, 729]
news-text: ΝΕΑ ΥΟΡΚΗ, 23. (Ρώυτερ). — Εἰς τό γεῦμα τοῦ περιοδικοῦ «Τάιμ» θά παρακαθήσουν ἐπιφανεῖς προσωπικότητες.: [987, 1065, 1155, 1108]
lenin-body: ΜΟΣΧΑ, 23. (Ρώυτερ). — Ἡ Σοβιετική Ἕνωσις ἑώρτασε μέ λαμπρότητα τήν 93ην ἐπέτειον τῆς γεννήσεως τοῦ Λένιν. Εἰς τό Κρεμλῖνον ὡργανώθη ἐπίσημος συγκέντρωσις.: [398, 1583, 584, 1637]
lenin-body: ΜΟΣΧΑ, 23. (Ρώυτερ). — Ἡ Σοβιετική Ἕνωσις ἑώρτασε μέ λαμπρότητα τήν 93ην ἐπέτειον τῆς γεννήσεως τοῦ Λένιν. Εἰς τό Κρεμλῖνον ὡργανώθη ἐπίσημος συγκέντρωσις.: [398, 1756, 584, 1810]
lead-body: ΔΑΜΑΣΚΟΣ, 23. (Ἀσσοσ. Πρές). — Αἱ ἐφημερίδες τῆς Συρίας γράφουν ὅτι ὑπάρχουν στοιχεῖα τῆς στρατιωτικῆς ἐπεμβάσεως εἰς τάς ἐσωτερικάς ὑποθέσεις τῆς Ἰορδανίας, προσχωροῦντα εἰς τούς ἐπαναστάτας.: [788, 733, 975, 797]
crime-subheadline: ΣΥΝΕΛΗΦΘΗΣΑΝ ΚΑΤΟΠΙΝ ΚΑΤΑΔΙΩΞΕΩΣ: [431, 1080, 941, 1111]
turkey-deck-1: Εἰδική ἐπιτροπή μεταβαίνει εἰς Ἄγκυραν: [1226, 155, 1467, 171]
tokyo-body: ΤΟΚΙΟ, 23. (Ἀσσ. Πρές). — Φιλιππινέζος διπλωμάτης ἐφονεύθη ὑπό τῆς Ἰαπωνίδος ἐρωμένης του, ἡ ὁποία ἐπεχείρησε νά αὐτοκτονήσῃ.: [1167, 944, 1342, 987]
cyprus-body: ΛΕΥΚΩΣΙΑ, 23. (Ἀθην. Πρακτ.). — Θερμῶς ὑπεδέχθησαν οἱ Ἑλληνοκύπριοι τόν Πρύτανιν καί τούς καθηγητάς.: [1167, 1108, 1342, 1151]
crime-body: Οἱ φερέλπιδες νέοι, κατηγορούμενοι διά διαρρήξεις ἀρτοποιείων καί κέντρων ψυχαγωγίας, συνελήφθησαν ὑπό τῆς Ἀσφαλείας Θεσσαλονίκης κατόπιν καταδιώξεως. Παρά τούτοις κατεσχέθησαν διαρρηκτικά ἐργαλεῖα.: [398, 1359, 584, 1424]
pope-subhead: Η ΣΥΜΒΟΛΗ ΤΟΥ ΠΑΠΑ: [1198, 801, 1311, 812]
lenin-headline: ΜΕ ΛΑΜΠΡΟΤΗΤΑ ΕΩΡΤΑΣΘΗ ΕΙΣ ΤΗΝ ΡΩΣΣΙΑΝ Η 93η ΕΠΕΤΕΙΟΣ ΤΗΣ ΓΕΝΝΗΣΕΩΣ ΤΟΥ ΛΕΝΙΝ: [404, 1507, 969, 1551]
news-headline: Ο ΒΑΣΙΛΕΥΣ ΧΟΥΣΕΙ-Ν ΚΑΙ Ο ΑΡ ΑΝΤΑΝΟΥΡΕΡ ΘΑ ΠΑΡΑΚΑΘΗΣΟΥΝ ΕΙΣ ΤΟ ΓΕΥΜΑ ΤΟΥ «ΤΑΪ-Μ»: [988, 812, 1153, 867]
thanks-notice: Τούς συμπαρασταθέντας εἰς τό πένθος μας εὐχαριστοῦμεν θερμῶς. Ἡ οἰκογένεια.: [200, 404, 386, 436]
right-column: [1167, 39, 1526, 2304]
cento-body: ΤΕΧΕΡΑΝΗ, 23. (Ἀσσ. Πρές). — Ἡ στρατιωτική ἐπιτροπή τοῦ ΣΕΝΤΟ θά συνέλθῃ εἰς Τεχεράνην.: [1167, 1272, 1342, 1304]
news-headline: ΝΕΟΣ ΠΡΕΣΒΕΥΤΗΣ ΤΩΝ ΗΝΩΜΕΝΩΝ ΠΟΛΙΤΕΙΩΝ ΕΙΣ ΔΥΤΙΚΗΝ ΓΕΡΜΑΝΙΑΝ: [990, 1362, 1151, 1403]
kennedy-body: ΟΥΑΣΙΓΚΤΩΝ, 23. (Ἀσσοσ. Πρές). — Ἡ ἐπίσκεψις τοῦ Προέδρου Κέννεντυ εἰς Εὐρώπην θά εἶναι ὑπηρεσιακή.: [1167, 562, 1342, 594]
crime-headline: ΔΥΟ ΦΕΡΕΛΠΙΔΕΣ ΝΕΟΙ ΕΛΥΜΑΙΝΟΝΤΟ ΤΑ ΑΡΤΟΠΟΙΕΙΑ ΚΑΙ ΤΑ «ΛΟΥΝΑ ΠΑΡΚ» ΚΑΙ ΕΣΧΕΔΙΑΖΟΝ ΜΕΓΑΛΗΝ ΛΗΣΤΕΙΑΝ: [404, 908, 969, 1022]
center-column: [398, 39, 975, 2304]
thanks-section-title: ΕΥΧΑΡΙΣΤΗΡΙΑ: [200, 373, 363, 400]
news-text: ΝΕΑ ΥΟΡΚΗ, 23. (Ρώυτερ). — Εἰς τό γεῦμα τοῦ περιοδικοῦ «Τάιμ» θά παρακαθήσουν ἐπιφανεῖς προσωπικότητες.: [987, 918, 1155, 961]
invitation-text: Καλοῦνται τά μέλη τοῦ Ταμείου εἰς τακτικήν γενικήν συνέλευσιν τήν Κυριακήν 28 Ἀπριλίου καί ὥραν 10.30 π.μ. Ὁ Πρόεδρος ΔΗΜ. Γ. ΣΙΠΗΤΑΝΟΣ: [200, 511, 386, 554]
news-text: ΑΘΗΝΑΙ, 23. — Ὁ καθηγητής κ. Πίντος ἀντικρούει τάς ἀπόψεις τοῦ νομάρχου Ρόδου.: [987, 768, 1155, 800]
khrushchev-body: ΜΟΣΧΑ, 23. (Ἀσσ. Πρές). — Ὁ κ. Κρούστσεφ ἐδήλωσεν ὅτι ἑκάστη συνάντησις ἐνισχύει τάς σχέσεις.: [1167, 818, 1342, 850]
column-rule: [981, 39, 982, 2304]
news-text: ΠΑΡΙΣΙΟΙ, 23. (Γαλλ. Πρακτ.). — Ὁ Καρδινάλιος Μιτζέντυ δέν ἐννοεῖ νά ἐγκαταλείψῃ τήν Πρεσβείαν.: [987, 1179, 1155, 1211]
lead-body: ΔΑΜΑΣΚΟΣ, 23. (Ἀσσοσ. Πρές). — Αἱ ἐφημερίδες τῆς Συρίας γράφουν ὅτι ὑπάρχουν στοιχεῖα τῆς στρατιωτικῆς ἐπεμβάσεως εἰς τάς ἐσωτερικάς ὑποθέσεις τῆς Ἰορδανίας, προσχωροῦντα εἰς τούς ἐπαναστάτας.: [398, 709, 584, 774]
brussels-deck: Θά ὑποβληθῇ ἔκθεσις εἰς τό συμβούλιον: [1225, 237, 1468, 253]
premiere-block: [14, 1238, 386, 2304]
lead-kicker: Ἀπειλεῖται γενικωτέρα περιπλοκή: [566, 41, 807, 60]
column-rule: [193, 39, 194, 1231]
funeral-name: ΒΑΣΙΛΕΙΟΝ ΓΚΟΥΒΕΡΗΝ: [234, 598, 352, 609]
lenin-subhead: ΤΖΩΝ ΜΥΛΛΕΡ: [644, 1720, 729, 1734]
crime-body: Οἱ φερέλπιδες νέοι, κατηγορούμενοι διά διαρρήξεις ἀρτοποιείων καί κέντρων ψυχαγωγίας, συνελήφθησαν ὑπό τῆς Ἀσφαλείας Θεσσαλονίκης κατόπιν καταδιώξεως. Παρά τούτοις κατεσχέθησαν διαρρηκτικά ἐργαλεῖα.: [673, 1210, 975, 1253]
cento-body: ΤΕΧΕΡΑΝΗ, 23. (Ἀσσ. Πρές). — Ἡ στρατιωτική ἐπιτροπή τοῦ ΣΕΝΤΟ θά συνέλθῃ εἰς Τεχεράνην.: [1167, 1308, 1342, 1340]
kennedy-body: ΟΥΑΣΙΓΚΤΩΝ, 23. (Ἀσσοσ. Πρές). — Ἡ ἐπίσκεψις τοῦ Προέδρου Κέννεντυ εἰς Εὐρώπην θά εἶναι ὑπηρεσιακή.: [1167, 526, 1342, 558]
engagements-subhead: Ἀρραβῶνες: [14, 87, 89, 104]
lead-subhead: ΕΠΑΝΑΡΧΙΖΟΥΝ ΤΑ ΔΡΟΜΟΛΟΓΙΑ: [826, 803, 938, 831]
